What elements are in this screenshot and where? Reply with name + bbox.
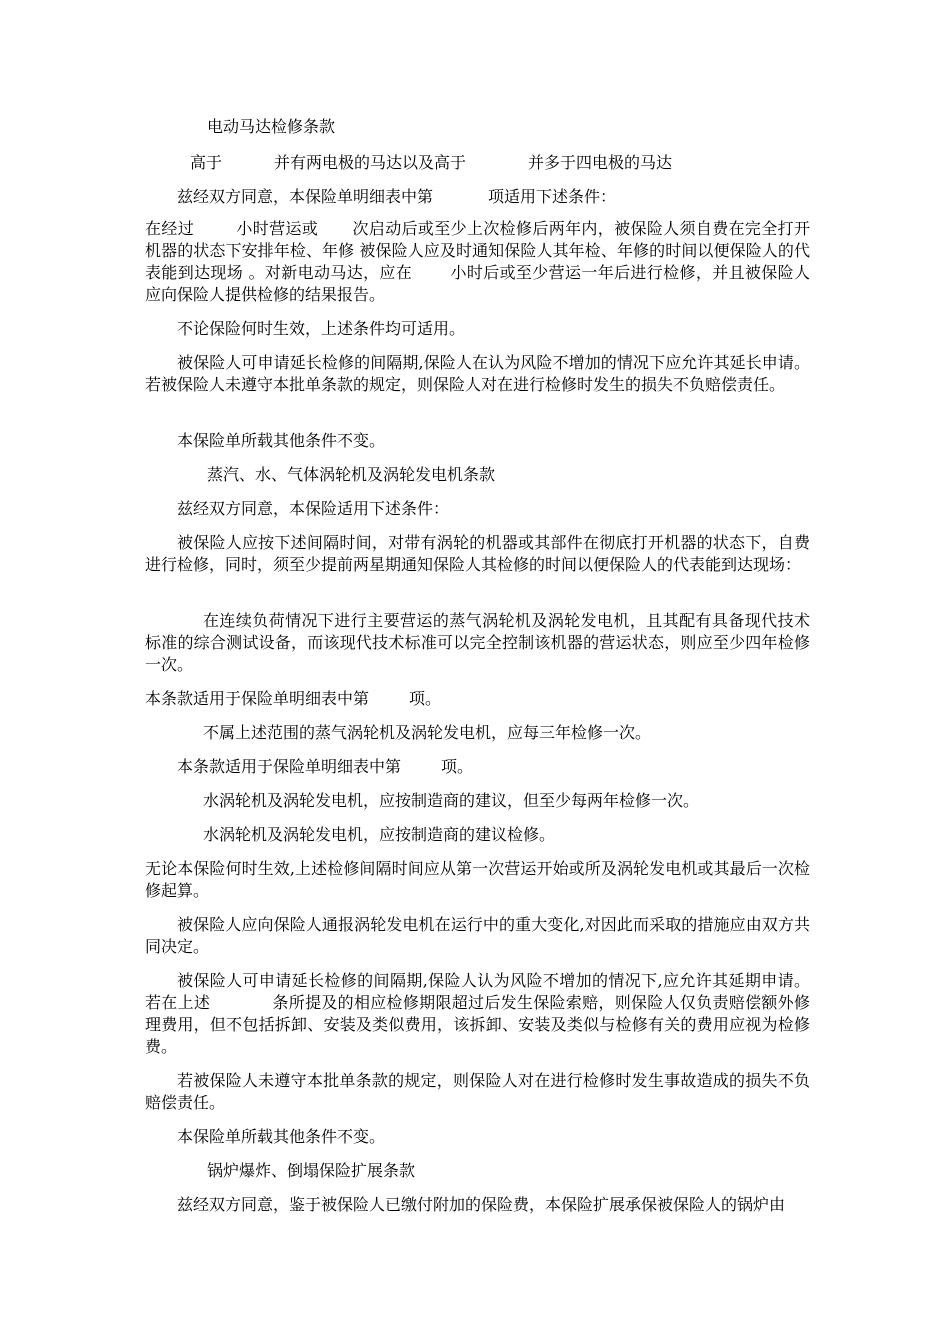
turbine-body-paragraph: 被保险人应按下述间隔时间，对带有涡轮的机器或其部件在彻底打开机器的状态下，自费进行检修，同时，须至少提前两星期通知保险人其检修的时间以便保险人的代表能到达现场： [145,533,810,574]
motor-extension-paragraph: 被保险人可申请延长检修的间隔期,保险人在认为风险不增加的情况下应允许其延长申请。若被保险人未遵守本批单条款的规定，则保险人对在进行检修时发生的损失不负赔偿责任。 [145,353,810,394]
boiler-intro: 兹经双方同意，鉴于被保险人已缴付附加的保险费，本保险扩展承保被保险人的锅炉由 [177,1195,786,1214]
motor-cond-part-c: 次启动后或至少上次检修后两年内，被保险人须自费在完全打开机器的状态下安排年检、年修 被保险人应及时通知保险人其年检、年修的时间以便保险人的代表能到达现场 。对新电动马达，应在 [145,219,810,282]
turbine-extend-part-b: 条所提及的相应检修期限超过后发生保险索赔，则保险人仅负责赔偿额外修理费用，但不包括拆卸、安装及类似费用，该拆卸、安装及类似与检修有关的费用应视为检修费。 [145,993,810,1056]
turbine-unchanged: 本保险单所载其他条件不变。 [177,1127,386,1146]
clause-heading-boiler: 锅炉爆炸、倒塌保险扩展条款 [207,1161,416,1180]
motor-cond-part-a: 在经过 [145,219,195,238]
motor-unchanged: 本保险单所载其他条件不变。 [177,431,386,450]
motor-scope-part-b: 并有两电极的马达以及高于 [274,153,467,172]
motor-intro [177,186,616,208]
turbine-applies-line-1 [145,688,441,710]
motor-intro-text: 兹经双方同意，本保险单明细表中第 [177,187,434,206]
motor-any-time: 不论保险何时生效，上述条件均可适用。 [177,319,466,338]
turbine-steam-other: 不属上述范围的蒸气涡轮机及涡轮发电机，应每三年检修一次。 [203,723,652,742]
motor-scope-part-a: 高于 [190,153,223,172]
turbine-notify-paragraph: 被保险人应向保险人通报涡轮发电机在运行中的重大变化,对因此而采取的措施应由双方共同决定。 [145,915,810,956]
turbine-intro: 兹经双方同意，本保险适用下述条件： [177,499,450,518]
clause-heading-turbine: 蒸汽、水、气体涡轮机及涡轮发电机条款 [207,465,496,484]
applies-tail-1: 项。 [409,689,442,708]
motor-cond-part-d: 小时后或至少营运一年后进行检修，并且被保险人应向保险人提供检修的结果报告。 [145,263,810,304]
motor-scope-line [190,152,672,174]
turbine-extend-part-a: 被保险人可申请延长检修的间隔期,保险人认为风险不增加的情况下,应允许其延期申请。若在上述 [145,971,810,1012]
turbine-interval-paragraph: 无论本保险何时生效,上述检修间隔时间应从第一次营运开始或所及涡轮发电机或其最后一次检修起算。 [145,859,810,900]
applies-text-2: 本条款适用于保险单明细表中第 [177,757,402,776]
motor-conditions-paragraph [145,218,810,306]
turbine-water-2: 水涡轮机及涡轮发电机，应按制造商的建议检修。 [203,825,556,844]
turbine-noncompliance-paragraph: 若被保险人未遵守本批单条款的规定，则保险人对在进行检修时发生事故造成的损失不负赔偿责任。 [145,1071,810,1112]
turbine-applies-line-2 [177,756,473,778]
applies-text-1: 本条款适用于保险单明细表中第 [145,689,370,708]
turbine-water-1: 水涡轮机及涡轮发电机，应按制造商的建议，但至少每两年检修一次。 [203,791,700,810]
clause-heading-motor: 电动马达检修条款 [207,117,336,136]
turbine-steam-main-paragraph: 在连续负荷情况下进行主要营运的蒸气涡轮机及涡轮发电机，且其配有具备现代技术标准的综合测试设备，而该现代技术标准可以完全控制该机器的营运状态，则应至少四年检修一次。 [145,611,810,674]
applies-tail-2: 项。 [441,757,474,776]
motor-scope-part-c: 并多于四电极的马达 [528,153,673,172]
turbine-extension-paragraph [145,970,810,1058]
motor-cond-part-b: 小时营运或 [236,219,319,238]
motor-intro-tail: 项适用下述条件： [488,187,617,206]
